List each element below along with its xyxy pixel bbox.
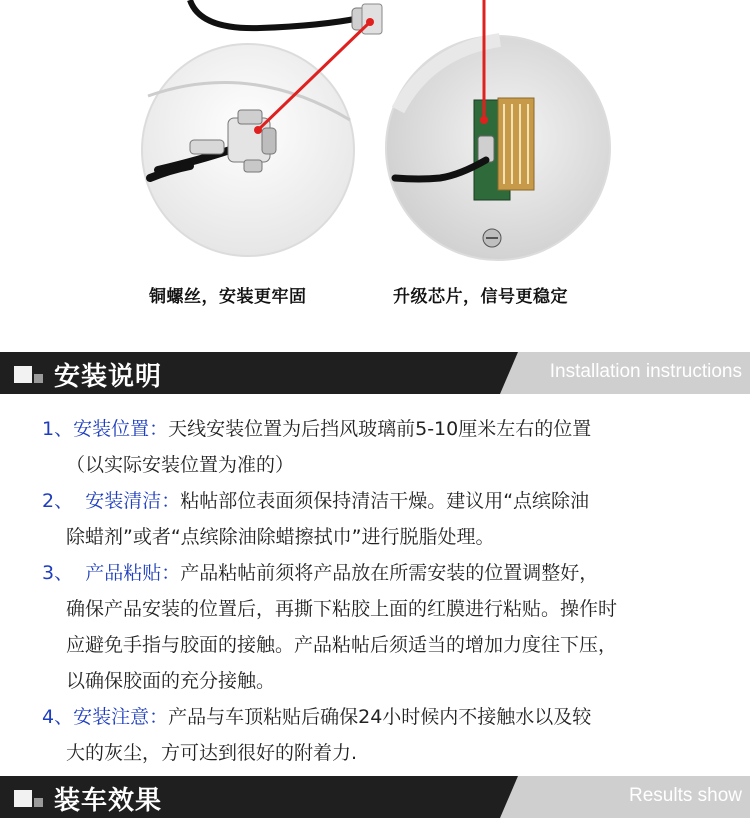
instruction-text: 粘帖部位表面须保持清洁干燥。建议用“点缤除油 [180, 490, 590, 512]
header-small-square-icon [34, 374, 43, 383]
chip-photo [386, 36, 610, 260]
instruction-text: 大的灰尘，方可达到很好的附着力. [66, 742, 358, 764]
product-photos [0, 0, 750, 340]
instruction-item-3 [42, 558, 598, 585]
instruction-text: 产品与车顶粘贴后确保24小时候内不接触水以及较 [168, 706, 592, 728]
instruction-text: 除蜡剂”或者“点缤除油除蜡擦拭巾”进行脱脂处理。 [66, 526, 495, 548]
copper-screw-photo [142, 44, 354, 256]
instruction-title: 安装清洁： [85, 490, 181, 512]
instruction-number: 1、 [42, 418, 74, 440]
instruction-title: 产品粘贴： [85, 562, 181, 584]
caption-copper-screw: 铜螺丝，安装更牢固 [149, 287, 307, 307]
install-title-en: Installation instructions [549, 361, 742, 382]
results-title: 装车效果 [54, 786, 163, 816]
header-square-icon [14, 366, 32, 383]
instruction-number: 4、 [42, 706, 74, 728]
instruction-item-2 [42, 486, 589, 513]
instruction-number: 3、 [42, 562, 74, 584]
instruction-item-4 [42, 702, 591, 729]
install-title: 安装说明 [54, 362, 163, 392]
instruction-text: 天线安装位置为后挡风玻璃前5-10厘米左右的位置 [168, 418, 592, 440]
header-small-square-icon [34, 798, 43, 807]
instruction-number: 2、 [42, 490, 74, 512]
instruction-title: 安装注意： [73, 706, 169, 728]
instruction-text: 应避免手指与胶面的接触。产品粘帖后须适当的增加力度往下压， [66, 634, 618, 656]
results-title-en: Results show [629, 785, 742, 806]
install-section-header [0, 352, 750, 394]
instruction-text: 确保产品安装的位置后，再撕下粘胶上面的红膜进行粘贴。操作时 [66, 598, 618, 620]
caption-chip-upgrade: 升级芯片，信号更稳定 [393, 287, 568, 307]
results-section-header [0, 776, 750, 818]
instruction-title: 安装位置： [73, 418, 169, 440]
header-square-icon [14, 790, 32, 807]
top-cable-photo [190, 0, 382, 34]
instruction-text: 以确保胶面的充分接触。 [66, 670, 276, 692]
instruction-text: （以实际安装位置为准的） [66, 454, 295, 476]
instruction-text: 产品粘帖前须将产品放在所需安装的位置调整好， [180, 562, 599, 584]
instruction-item-1 [42, 414, 591, 441]
